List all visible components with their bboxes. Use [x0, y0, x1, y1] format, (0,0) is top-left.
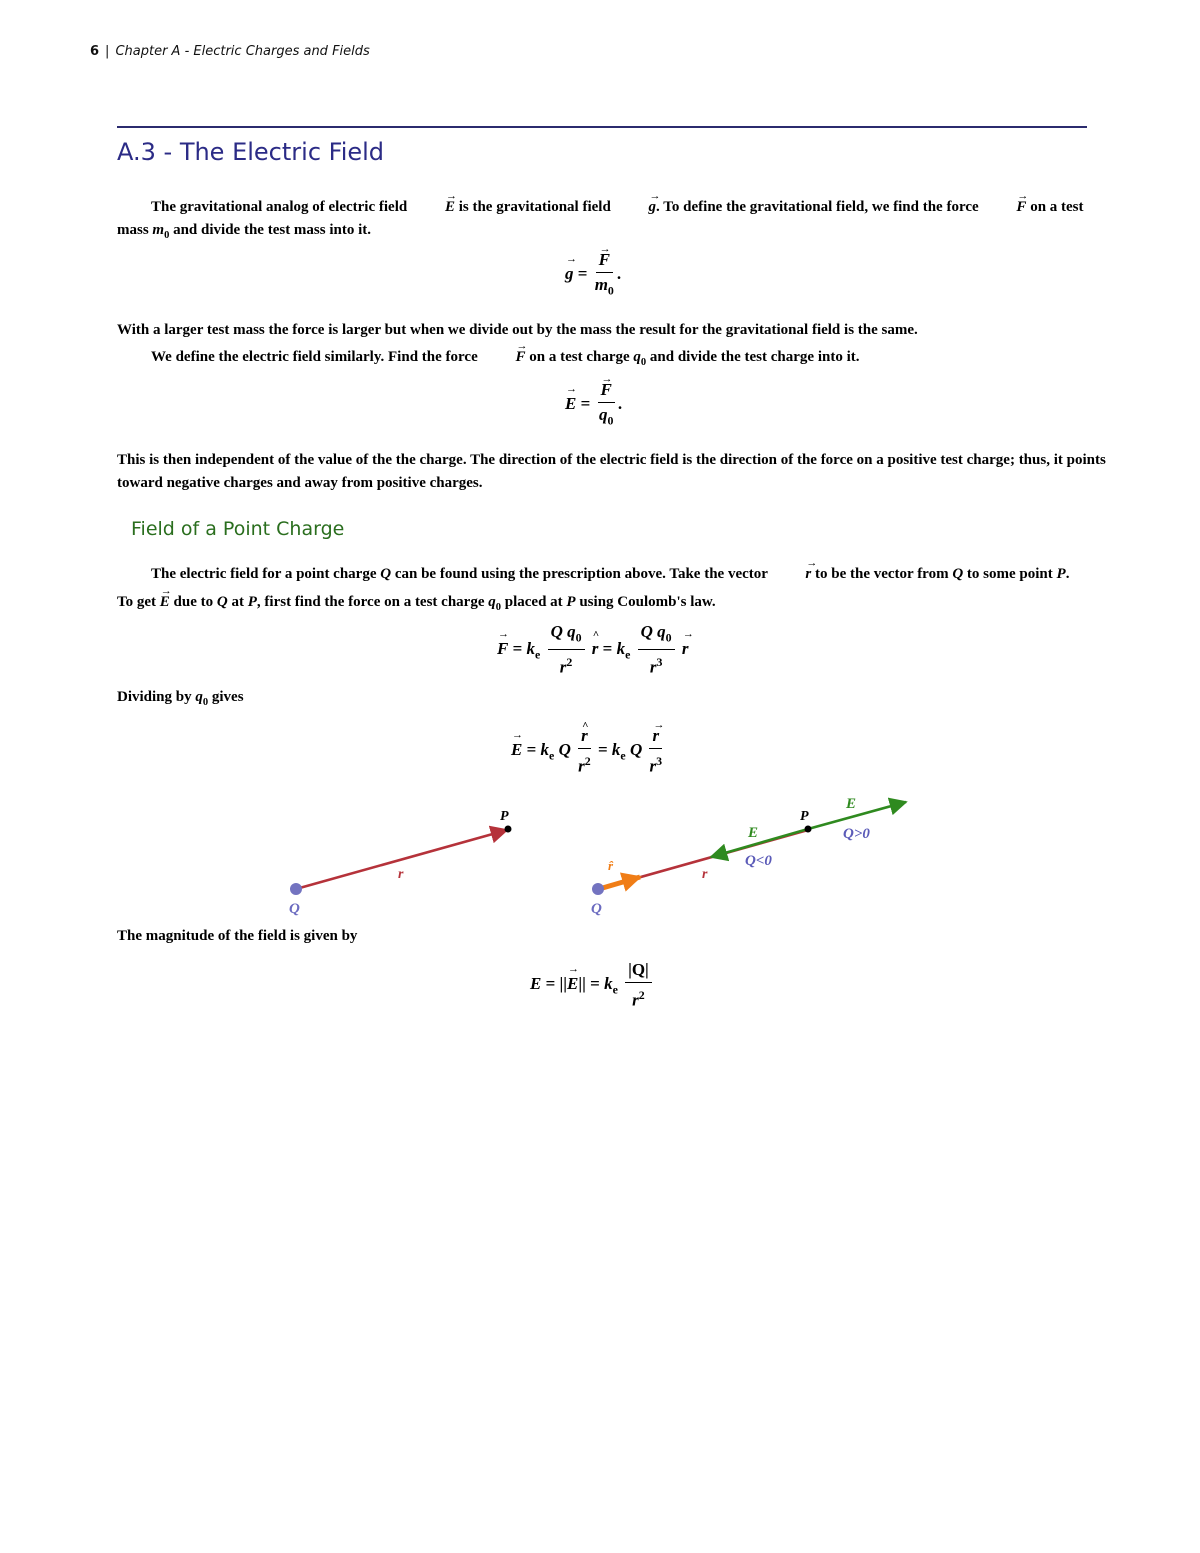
subscript: 0 — [665, 630, 672, 645]
field-arrow-positive — [808, 802, 906, 829]
symbol-Q: Q — [558, 740, 571, 760]
equals-sign: = — [597, 740, 608, 760]
text: on a test charge — [525, 349, 634, 365]
equals-sign: = — [580, 394, 591, 414]
subscript: 0 — [202, 697, 209, 708]
text: is the gravitational field — [454, 199, 615, 215]
symbol-q: q — [488, 594, 496, 610]
paragraph-dividing — [117, 686, 1107, 714]
chapter-title: Chapter A - Electric Charges and Fields — [115, 44, 370, 59]
symbol-r: r — [649, 658, 657, 678]
period: . — [617, 394, 623, 414]
symbol-k: k — [604, 974, 613, 994]
paragraph-larger-mass: With a larger test mass the force is larger but when we divide out by the mass the result for the gravitational field is the same. — [117, 322, 918, 338]
symbol-Q: Q — [216, 594, 228, 610]
superscript: 2 — [584, 754, 591, 768]
equation-gravitational-field — [565, 250, 621, 300]
symbol-Q: Q — [380, 566, 392, 582]
subscript-e: e — [549, 748, 555, 763]
fraction — [578, 726, 591, 777]
fraction — [625, 960, 652, 1011]
symbol-q: q — [598, 405, 608, 424]
positive-charge-label: Q>0 — [843, 826, 870, 842]
header-separator: | — [105, 44, 110, 59]
point-label: P — [500, 809, 509, 824]
section-rule — [117, 126, 1087, 128]
text: gives — [208, 689, 244, 705]
fraction — [638, 622, 675, 678]
paragraph-magnitude: The magnitude of the field is given by — [117, 928, 358, 944]
charge-Q-dot — [592, 883, 604, 895]
paragraph-coulomb — [117, 591, 1107, 619]
left-diagram — [289, 809, 512, 917]
symbol-P: P — [1056, 566, 1066, 582]
charge-label: Q — [289, 901, 300, 917]
equals-sign: = — [545, 974, 556, 994]
superscript: 2 — [566, 655, 573, 670]
subscript: 0 — [607, 413, 614, 428]
symbol-m: m — [594, 275, 608, 294]
vector-g: → g — [615, 196, 657, 219]
text: and divide the test mass into it. — [169, 222, 372, 238]
section-title: A.3 - The Electric Field — [117, 138, 385, 166]
charge-Q-dot — [290, 883, 302, 895]
text: Dividing by — [117, 689, 196, 705]
r-vector-label: r — [702, 867, 708, 882]
text: at — [227, 594, 248, 610]
vector-F: → F — [982, 196, 1026, 219]
vector-F: → F — [599, 250, 610, 270]
text: and divide the test charge into it. — [646, 349, 860, 365]
symbol-q: q — [657, 622, 666, 641]
subscript: 0 — [607, 283, 614, 298]
symbol-Q: Q — [640, 622, 653, 641]
subscript-e: e — [620, 748, 626, 763]
symbol-r: r — [559, 658, 567, 678]
symbol-Q: Q — [550, 622, 563, 641]
vector-F: → F — [497, 639, 508, 659]
subscript: 0 — [575, 630, 582, 645]
point-label: P — [800, 809, 809, 824]
symbol-q: q — [633, 349, 641, 365]
period: . — [616, 264, 622, 284]
vector-r: → r — [771, 563, 811, 586]
text: We define the electric field similarly. Find the force — [151, 349, 482, 365]
point-charge-figure — [0, 780, 1200, 920]
equals-sign: = — [590, 974, 600, 994]
symbol-q: q — [567, 622, 576, 641]
text: to some point — [963, 566, 1057, 582]
symbol-Q: Q — [629, 740, 643, 760]
superscript: 3 — [656, 754, 663, 768]
equals-sign: = — [526, 740, 537, 760]
fraction — [595, 250, 614, 300]
charge-label: Q — [591, 901, 602, 917]
equation-field-magnitude — [530, 960, 655, 1011]
equals-sign: = — [577, 264, 588, 284]
unit-vector-arrow — [599, 877, 640, 889]
vector-F: → F — [601, 380, 612, 400]
symbol-Q: Q — [952, 566, 964, 582]
point-P-dot — [505, 826, 512, 833]
unit-vector-label: r̂ — [608, 858, 614, 873]
symbol-k: k — [611, 740, 621, 760]
symbol-r: r — [578, 756, 585, 776]
paragraph-gravitational-analog — [117, 196, 1107, 247]
equation-electric-field-definition — [565, 380, 622, 430]
paragraph-point-charge — [117, 563, 1107, 586]
text: . — [1065, 566, 1070, 582]
text: placed at — [501, 594, 567, 610]
running-header — [90, 44, 370, 59]
abs-Q: |Q| — [628, 960, 649, 979]
unit-vector-r: ^ r — [581, 726, 588, 746]
equals-sign: = — [602, 638, 613, 658]
symbol-m: m — [152, 222, 165, 238]
field-label-positive: E — [846, 796, 857, 812]
symbol-k: k — [540, 740, 550, 760]
equals-sign: = — [512, 638, 523, 658]
norm-bar: || — [578, 974, 586, 994]
fraction — [649, 726, 662, 777]
symbol-P: P — [566, 594, 576, 610]
symbol-k: k — [616, 638, 626, 658]
subscript-e: e — [535, 647, 541, 662]
point-P-dot — [805, 826, 812, 833]
text: due to — [169, 594, 217, 610]
text: , first find the force on a test charge — [256, 594, 489, 610]
text: The gravitational analog of electric field — [151, 199, 411, 215]
vector-E: → E — [565, 394, 576, 414]
vector-g: → g — [565, 264, 574, 284]
vector-r: → r — [652, 726, 659, 746]
superscript: 2 — [638, 988, 645, 1002]
symbol-q: q — [195, 689, 203, 705]
equation-coulomb-force — [497, 622, 689, 678]
unit-vector-r: ^ r — [592, 639, 599, 659]
symbol-k: k — [526, 638, 536, 658]
text: to be the vector from — [811, 566, 953, 582]
symbol-r: r — [649, 756, 657, 776]
vector-E: → E — [411, 196, 455, 219]
text: The electric field for a point charge — [151, 566, 381, 582]
vector-E: → E — [511, 740, 522, 760]
text: on a test mass — [117, 199, 1084, 238]
symbol-r: r — [632, 990, 639, 1010]
subsection-title: Field of a Point Charge — [131, 518, 345, 540]
vector-r: → r — [682, 639, 689, 659]
subscript: 0 — [164, 230, 170, 241]
paragraph-independence: This is then independent of the value of the the charge. The direction of the electric field is the direction of the force on a positive test charge; thus, it points toward negative charges and away from positive charges. — [117, 452, 1106, 491]
text: can be found using the prescription above. Take the vector — [391, 566, 772, 582]
field-label-negative: E — [748, 825, 759, 841]
subscript-e: e — [625, 647, 631, 662]
vector-E: → E — [160, 591, 170, 614]
fraction — [598, 380, 615, 430]
fraction — [548, 622, 585, 678]
page-number: 6 — [90, 44, 100, 59]
vector-F: → F — [481, 346, 525, 369]
subscript: 0 — [495, 602, 501, 613]
text: . To define the gravitational field, we find the force — [656, 199, 983, 215]
norm-bar: || — [559, 974, 568, 994]
negative-charge-label: Q<0 — [745, 853, 772, 869]
superscript: 3 — [656, 655, 663, 670]
text: using Coulomb's law. — [575, 594, 716, 610]
subscript: 0 — [640, 357, 647, 368]
symbol-E: E — [530, 974, 542, 994]
vector-E: → E — [567, 974, 578, 994]
r-vector-label: r — [398, 867, 404, 882]
symbol-P: P — [247, 594, 257, 610]
right-diagram — [591, 796, 906, 917]
subscript-e: e — [612, 982, 618, 997]
text: To get — [117, 594, 160, 610]
equation-point-charge-field — [511, 726, 665, 777]
